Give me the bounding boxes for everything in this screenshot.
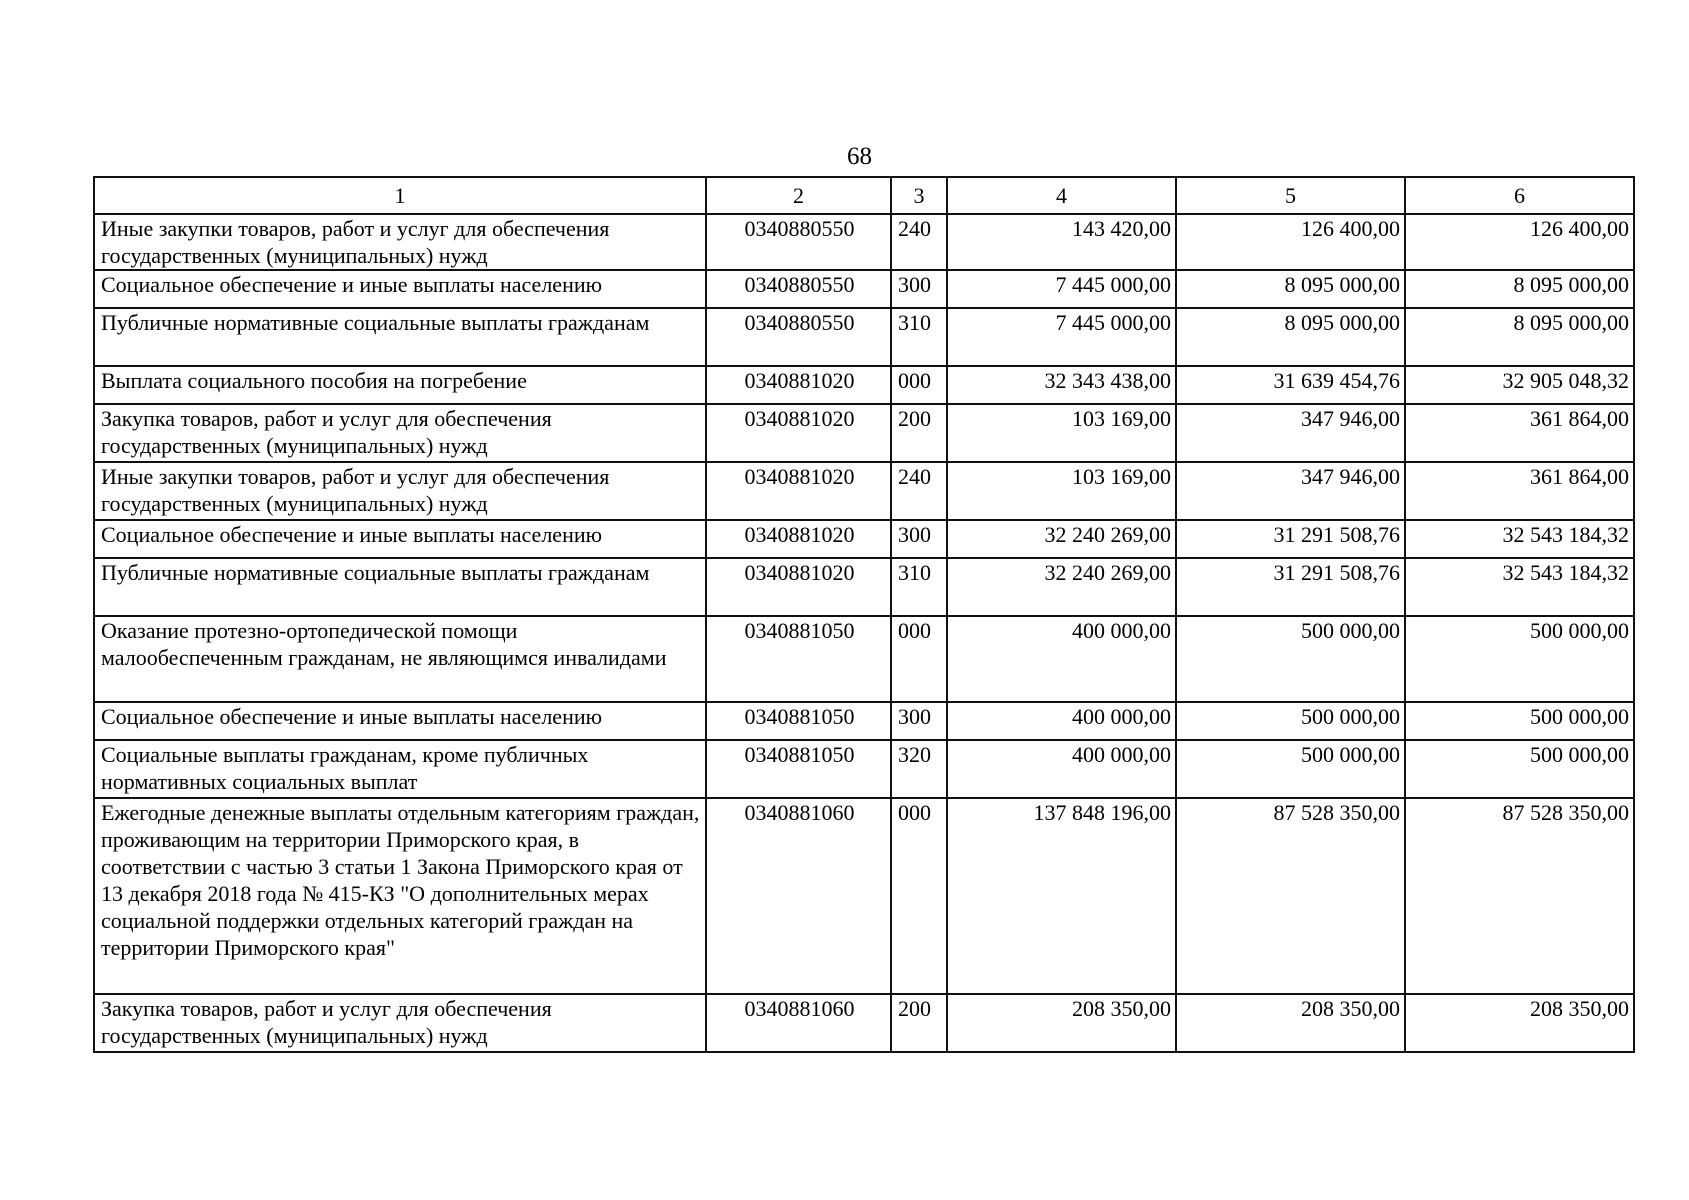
row-value-6: 500 000,00 [1405,702,1634,740]
row-kind: 000 [891,366,947,404]
row-value-5: 8 095 000,00 [1176,308,1405,366]
row-value-4: 7 445 000,00 [947,270,1176,308]
row-name: Ежегодные денежные выплаты отдельным категориям граждан, проживающим на территории Приморского края, в соответствии с частью 3 статьи 1 Закона Приморского края от 13 декабря 2018 года № 415-КЗ "О дополнительных мерах социальной поддержки отдельных категорий граждан на территории Приморского края" [94,798,706,994]
row-value-6: 87 528 350,00 [1405,798,1634,994]
table-header [94,177,1634,214]
row-name: Закупка товаров, работ и услуг для обеспечения государственных (муниципальных) нужд [94,994,706,1052]
header-row [94,177,1634,214]
row-kind: 300 [891,520,947,558]
row-value-5: 31 639 454,76 [1176,366,1405,404]
row-value-4: 32 240 269,00 [947,558,1176,616]
table-row [94,558,1634,616]
row-name: Социальное обеспечение и иные выплаты населению [94,270,706,308]
row-value-4: 400 000,00 [947,740,1176,798]
header-col-4: 4 [947,177,1176,214]
table-row [94,308,1634,366]
row-kind: 240 [891,214,947,270]
row-name: Иные закупки товаров, работ и услуг для обеспечения государственных (муниципальных) нужд [94,462,706,520]
row-code: 0340881060 [706,994,891,1052]
table-row [94,994,1634,1052]
table-row [94,270,1634,308]
header-col-5: 5 [1176,177,1405,214]
row-value-6: 361 864,00 [1405,462,1634,520]
row-value-6: 208 350,00 [1405,994,1634,1052]
row-code: 0340881020 [706,558,891,616]
row-value-4: 208 350,00 [947,994,1176,1052]
row-code: 0340880550 [706,308,891,366]
table-row [94,702,1634,740]
header-col-1: 1 [94,177,706,214]
row-value-6: 32 543 184,32 [1405,520,1634,558]
row-kind: 310 [891,558,947,616]
row-value-5: 500 000,00 [1176,702,1405,740]
table-row [94,214,1634,270]
row-value-4: 32 240 269,00 [947,520,1176,558]
budget-table [93,176,1635,1053]
row-code: 0340881020 [706,366,891,404]
table-body [94,214,1634,1052]
page-number: 68 [847,143,872,170]
row-value-6: 361 864,00 [1405,404,1634,462]
header-col-2: 2 [706,177,891,214]
row-value-5: 347 946,00 [1176,404,1405,462]
row-code: 0340881060 [706,798,891,994]
row-value-4: 400 000,00 [947,702,1176,740]
row-code: 0340881020 [706,404,891,462]
row-value-5: 87 528 350,00 [1176,798,1405,994]
header-col-3: 3 [891,177,947,214]
row-value-4: 400 000,00 [947,616,1176,702]
row-value-6: 500 000,00 [1405,740,1634,798]
row-name: Социальное обеспечение и иные выплаты населению [94,702,706,740]
row-kind: 000 [891,616,947,702]
row-kind: 200 [891,994,947,1052]
table-row [94,404,1634,462]
row-value-5: 500 000,00 [1176,616,1405,702]
row-value-4: 7 445 000,00 [947,308,1176,366]
row-code: 0340880550 [706,270,891,308]
row-name: Иные закупки товаров, работ и услуг для обеспечения государственных (муниципальных) нужд [94,214,706,270]
row-value-5: 500 000,00 [1176,740,1405,798]
table-row [94,520,1634,558]
row-value-6: 32 905 048,32 [1405,366,1634,404]
row-name: Социальное обеспечение и иные выплаты населению [94,520,706,558]
row-kind: 320 [891,740,947,798]
row-value-4: 143 420,00 [947,214,1176,270]
row-kind: 300 [891,270,947,308]
row-kind: 000 [891,798,947,994]
row-code: 0340881050 [706,616,891,702]
row-name: Оказание протезно-ортопедической помощи малообеспеченным гражданам, не являющимся инвалидами [94,616,706,702]
row-code: 0340881050 [706,702,891,740]
row-name: Публичные нормативные социальные выплаты гражданам [94,558,706,616]
row-value-5: 8 095 000,00 [1176,270,1405,308]
row-name: Закупка товаров, работ и услуг для обеспечения государственных (муниципальных) нужд [94,404,706,462]
table-row [94,616,1634,702]
row-kind: 240 [891,462,947,520]
header-col-6: 6 [1405,177,1634,214]
row-value-4: 137 848 196,00 [947,798,1176,994]
row-kind: 310 [891,308,947,366]
row-value-6: 32 543 184,32 [1405,558,1634,616]
row-kind: 200 [891,404,947,462]
table-row [94,462,1634,520]
row-value-4: 32 343 438,00 [947,366,1176,404]
row-name: Публичные нормативные социальные выплаты гражданам [94,308,706,366]
row-kind: 300 [891,702,947,740]
row-code: 0340880550 [706,214,891,270]
row-value-6: 500 000,00 [1405,616,1634,702]
row-value-5: 31 291 508,76 [1176,520,1405,558]
row-value-6: 8 095 000,00 [1405,270,1634,308]
row-name: Социальные выплаты гражданам, кроме публичных нормативных социальных выплат [94,740,706,798]
row-name: Выплата социального пособия на погребение [94,366,706,404]
table-row [94,366,1634,404]
row-value-6: 126 400,00 [1405,214,1634,270]
row-value-4: 103 169,00 [947,404,1176,462]
row-code: 0340881050 [706,740,891,798]
row-value-6: 8 095 000,00 [1405,308,1634,366]
row-value-5: 126 400,00 [1176,214,1405,270]
row-value-5: 31 291 508,76 [1176,558,1405,616]
row-code: 0340881020 [706,520,891,558]
row-value-5: 208 350,00 [1176,994,1405,1052]
row-value-4: 103 169,00 [947,462,1176,520]
row-code: 0340881020 [706,462,891,520]
table-row [94,798,1634,994]
table-row [94,740,1634,798]
row-value-5: 347 946,00 [1176,462,1405,520]
